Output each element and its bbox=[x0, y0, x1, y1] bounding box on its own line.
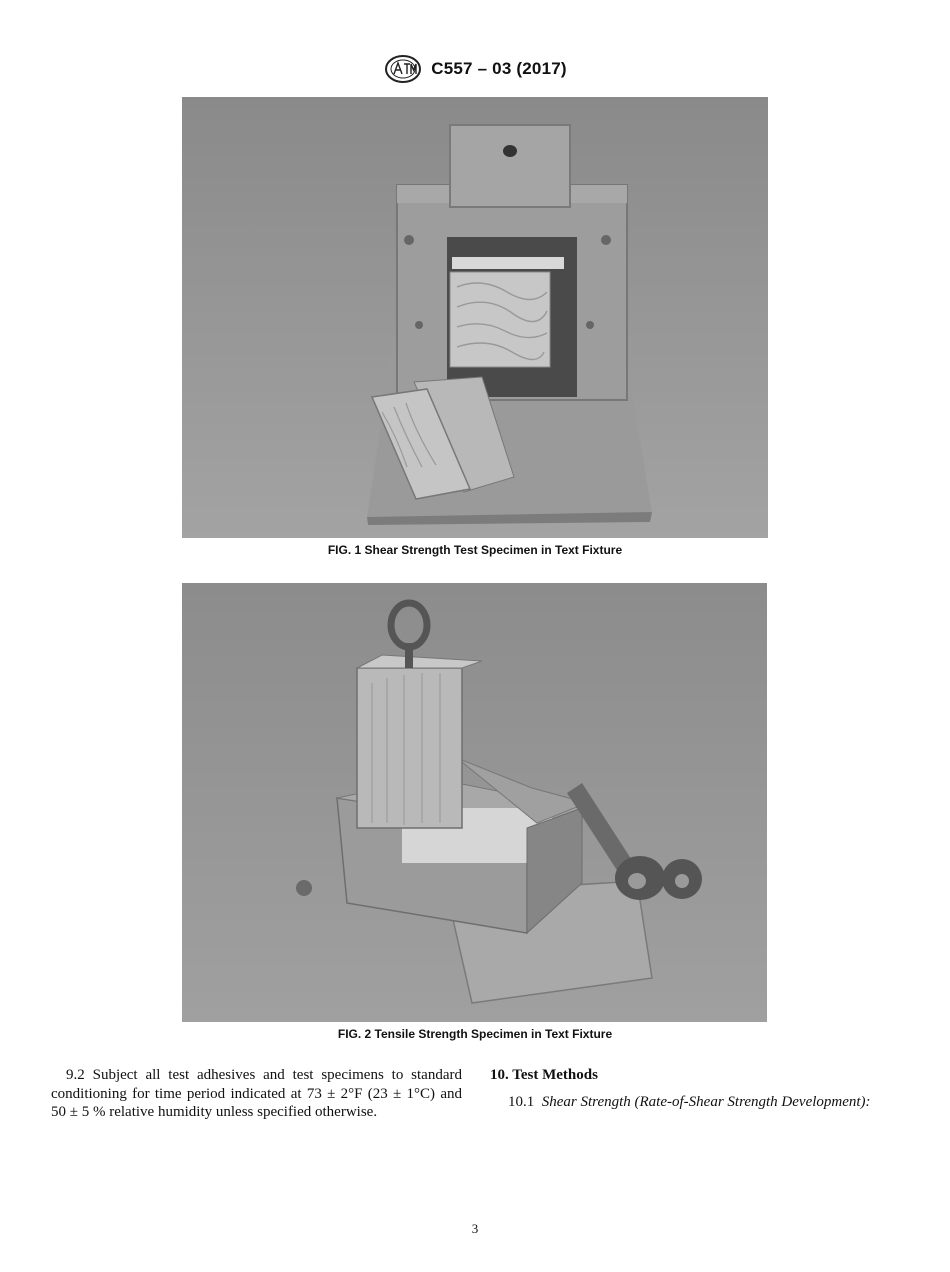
section-10-heading: 10. Test Methods bbox=[490, 1067, 598, 1083]
paragraph-10-1 bbox=[490, 1093, 902, 1112]
paragraph-9-2: 9.2 Subject all test adhesives and test specimens to standard conditioning for time period indicated at 73 ± 2°F (23 ± 1°C) and 50 ± 5 % relative humidity unless specified otherwise. bbox=[51, 1067, 462, 1120]
figure-2-caption: FIG. 2 Tensile Strength Specimen in Text Fixture bbox=[337, 1027, 613, 1041]
astm-logo-icon bbox=[383, 54, 423, 84]
paragraph-10-1-number: 10.1 bbox=[508, 1093, 535, 1110]
figure-1-caption: FIG. 1 Shear Strength Test Specimen in Text Fixture bbox=[327, 543, 623, 557]
document-designation: C557 – 03 (2017) bbox=[431, 59, 567, 78]
page-number: 3 bbox=[471, 1221, 479, 1236]
page-header bbox=[0, 54, 950, 84]
left-column bbox=[51, 1066, 462, 1122]
figure-2-photo bbox=[182, 583, 767, 1022]
paragraph-10-1-title: Shear Strength (Rate-of-Shear Strength Development): bbox=[541, 1093, 871, 1110]
right-column bbox=[490, 1066, 902, 1111]
figure-1-photo bbox=[182, 97, 768, 538]
